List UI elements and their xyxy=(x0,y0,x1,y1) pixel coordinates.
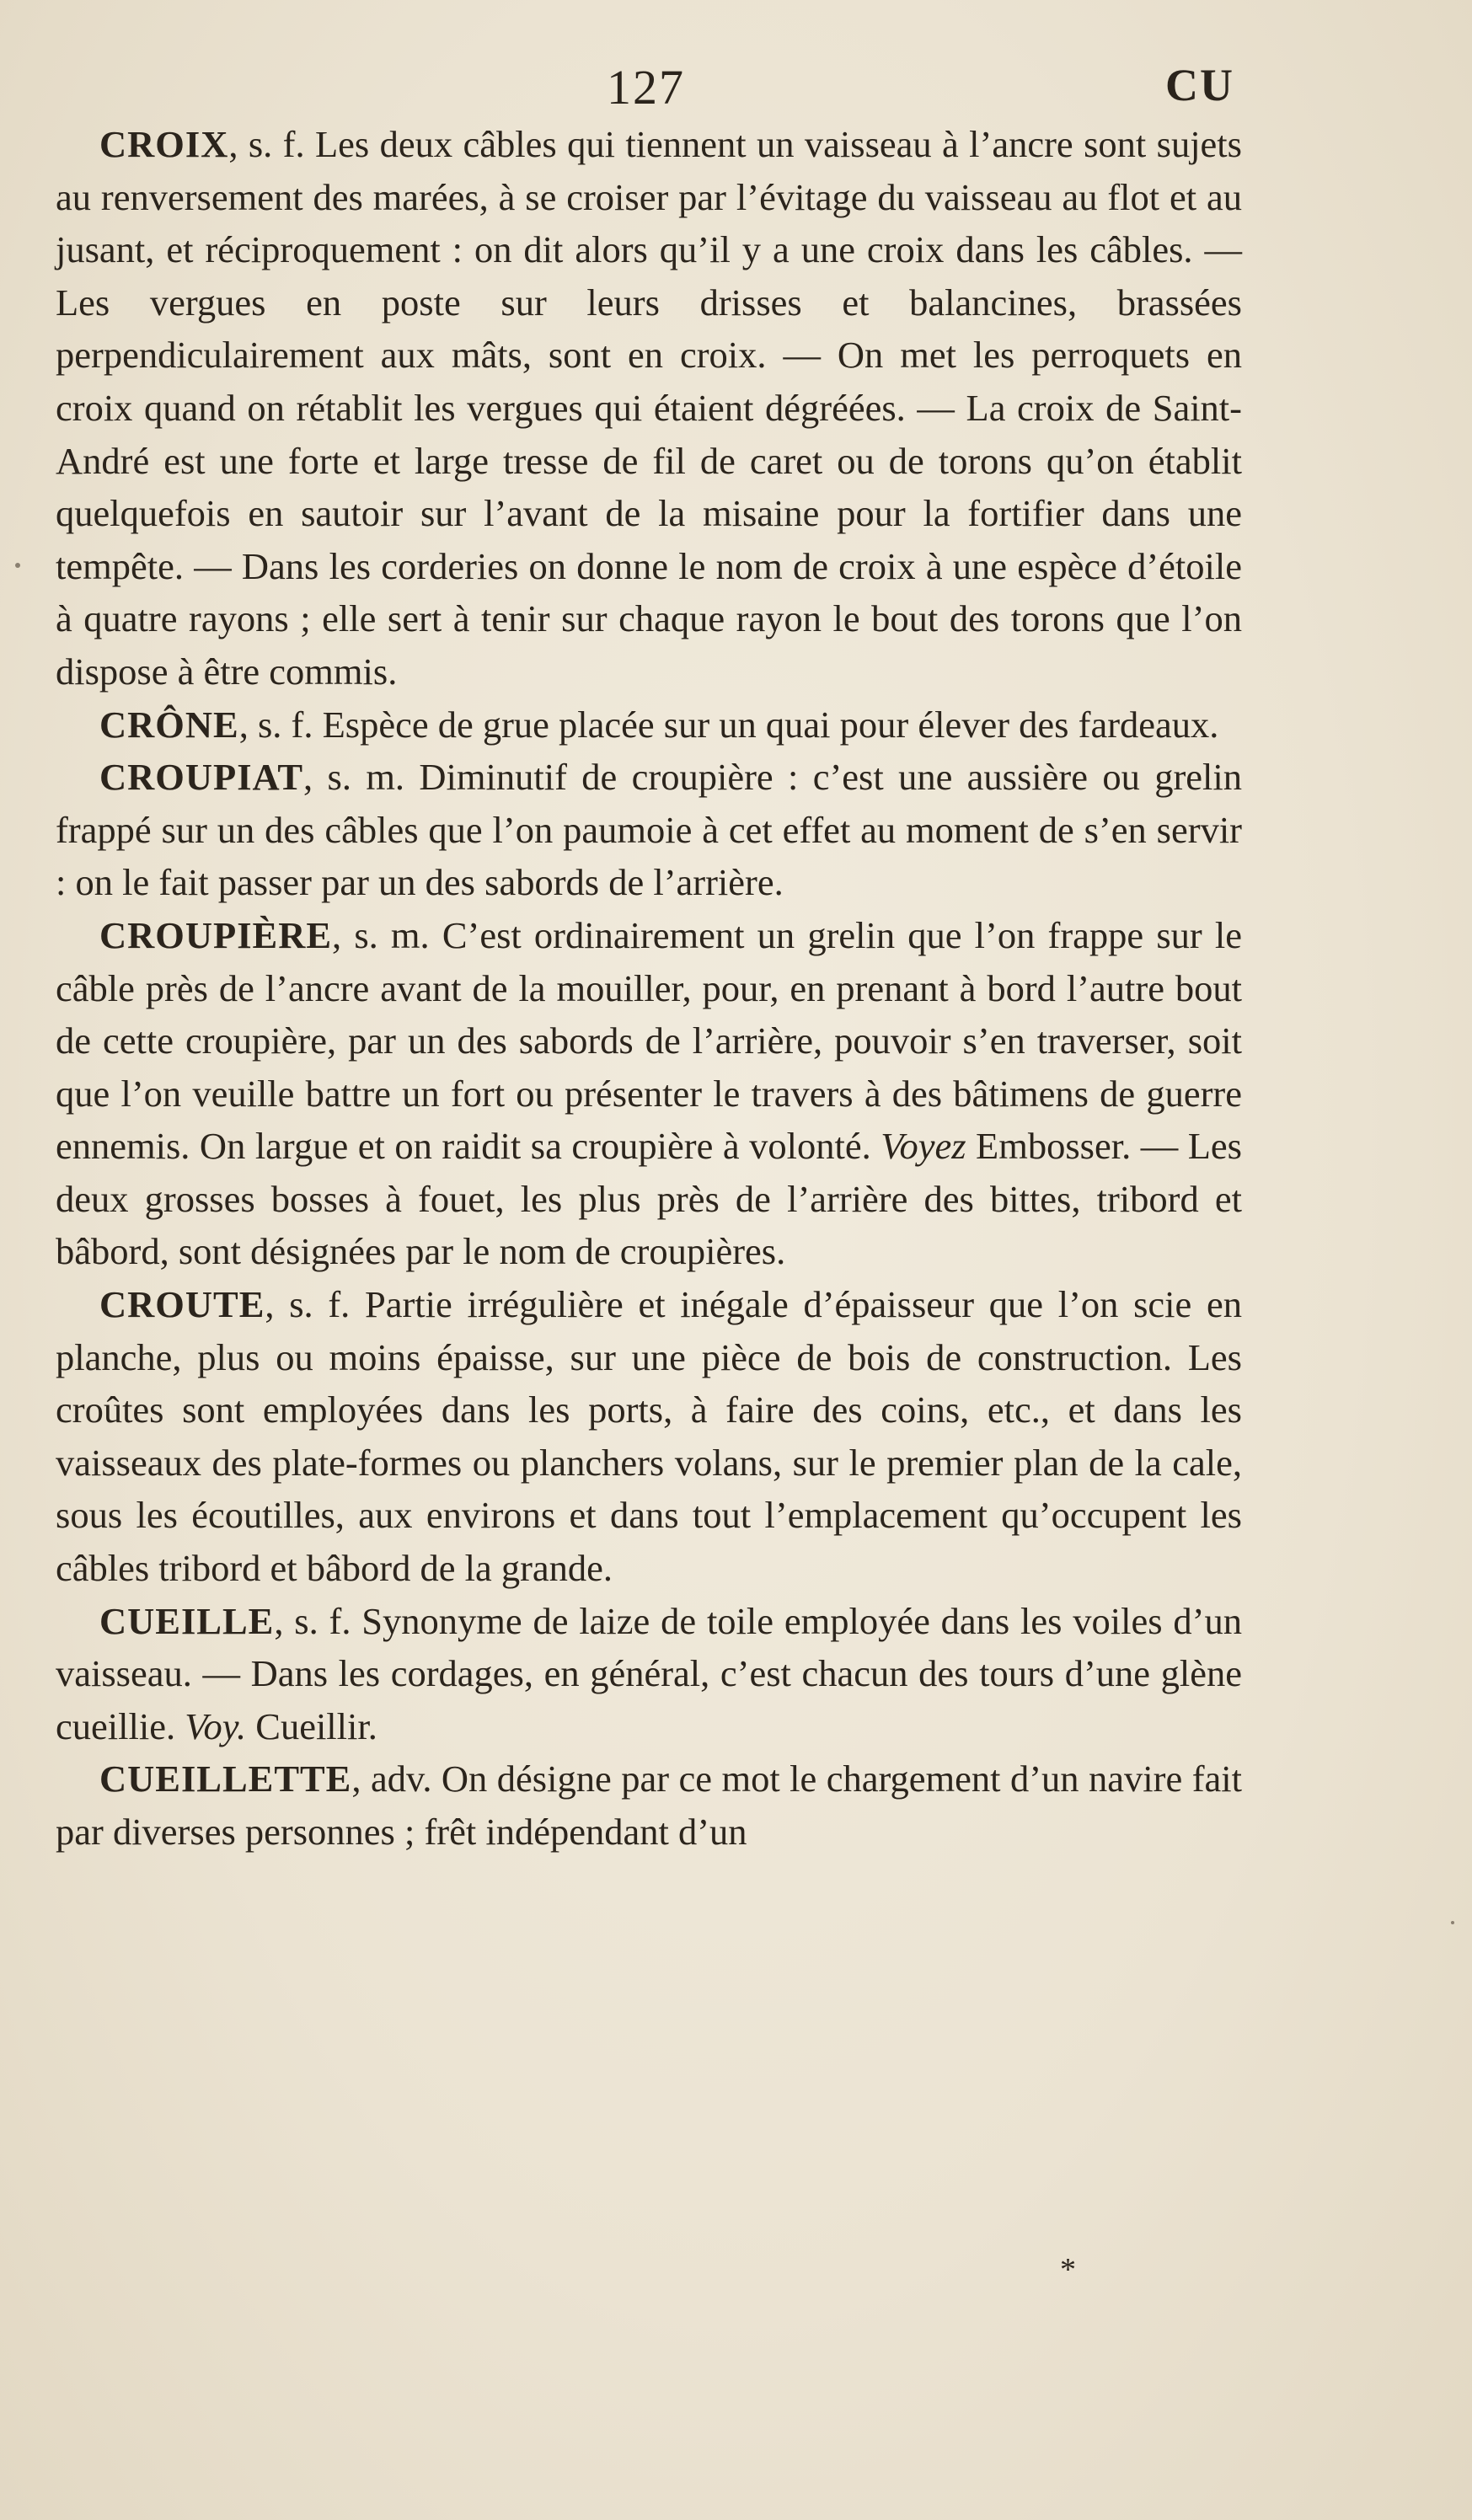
page-header xyxy=(0,51,1472,118)
paper-speck xyxy=(1451,1921,1454,1924)
entry-definition: , s. f. Les deux câbles qui tiennent un vaisseau à l’ancre sont sujets au renversement des marées, à se croiser par l’évitage du vaisseau au flot et au jusant, et réciproquement : on dit alors qu’il y a une croix dans les câbles. — Les vergues en poste sur leurs drisses et balancines, brassées perpendiculairement aux mâts, sont en croix. — On met les perroquets en croix quand on rétablit les vergues qui étaient dégréées. — La croix de Saint-André est une forte et large tresse de fil de caret ou de torons qu’on établit quelquefois en sautoir sur l’avant de la misaine pour la fortifier dans une tempête. — Dans les corderies on donne le nom de croix à une espèce d’étoile à quatre rayons ; elle sert à tenir sur chaque rayon le bout des torons que l’on dispose à être commis. xyxy=(56,123,1242,693)
dictionary-entry xyxy=(56,909,1242,1278)
entry-headword: CROUPIAT xyxy=(99,756,304,799)
entry-headword: CUEILLE xyxy=(99,1599,275,1642)
paper-speck xyxy=(15,563,20,568)
signature-mark: * xyxy=(1060,2252,1076,2287)
entry-definition: , s. f. Partie irrégulière et inégale d’épaisseur que l’on scie en planche, plus ou moins épaisse, sur une pièce de bois de construction. Les croûtes sont employées dans les ports, à faire des coins, etc., et dans les vaisseaux des plate-formes ou planchers volans, sur le premier plan de la cale, sous les écoutilles, aux environs et dans tout l’emplacement qu’occupent les câbles tribord et bâbord de la grande. xyxy=(56,1283,1242,1590)
entry-headword: CROIX xyxy=(99,123,229,165)
dictionary-entry xyxy=(56,1752,1242,1858)
page-number: 127 xyxy=(607,60,685,115)
dictionary-entry xyxy=(56,751,1242,909)
dictionary-entry xyxy=(56,118,1242,698)
entry-cross-reference: Voyez xyxy=(881,1125,966,1168)
running-head: CU xyxy=(1165,60,1234,110)
entry-definition: , adv. On désigne par ce mot le chargement d’un navire fait par diverses personnes ; frêt indépendant d’un xyxy=(56,1758,1242,1853)
entry-definition: , s. f. Synonyme de laize de toile employée dans les voiles d’un vaisseau. — Dans les cordages, en général, c’est chacun des tours d’une glène cueillie. xyxy=(56,1599,1242,1747)
dictionary-text xyxy=(56,118,1242,1859)
entry-definition: , s. f. Espèce de grue placée sur un quai pour élever des fardeaux. xyxy=(238,703,1219,746)
entry-headword: CRÔNE xyxy=(99,703,239,746)
dictionary-entry xyxy=(56,1595,1242,1753)
dictionary-entry xyxy=(56,698,1242,752)
dictionary-entry xyxy=(56,1278,1242,1595)
entry-definition: , s. m. Diminutif de croupière : c’est une aussière ou grelin frappé sur un des câbles que l’on paumoie à cet effet au moment de s’en servir : on le fait passer par un des sabords de l’arrière. xyxy=(56,756,1242,904)
entry-definition: Cueillir. xyxy=(246,1704,377,1747)
entry-definition: Embosser. — Les deux grosses bosses à fouet, les plus près de l’arrière des bittes, tribord et bâbord, sont désignées par le nom de croupières. xyxy=(56,1125,1242,1273)
entry-headword: CUEILLETTE xyxy=(99,1758,352,1800)
entry-headword: CROUTE xyxy=(99,1283,265,1326)
entry-cross-reference: Voy. xyxy=(185,1704,247,1747)
entry-definition: , s. m. C’est ordinairement un grelin que l’on frappe sur le câble près de l’ancre avant de la mouiller, pour, en prenant à bord l’autre bout de cette croupière, par un des sabords de l’arrière, pouvoir s’en traverser, soit que l’on veuille battre un fort ou présenter le travers à des bâtimens de guerre ennemis. On largue et on raidit sa croupière à volonté. xyxy=(56,913,1242,1168)
entry-headword: CROUPIÈRE xyxy=(99,913,333,956)
